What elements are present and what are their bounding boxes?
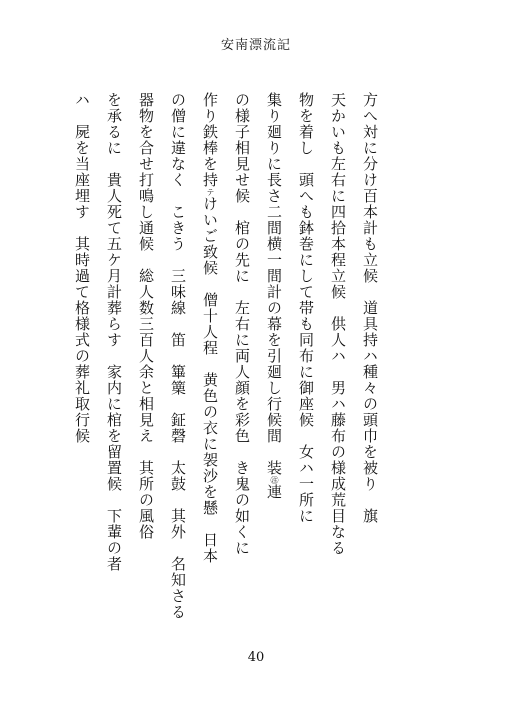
- text-line-6-tail: けいご致候 僧十人程 黄色の衣に袈沙を懸 日本: [201, 196, 219, 564]
- text-line-4-tail: 連: [265, 484, 283, 500]
- text-line-8: 器物を合せ打鳴し通候 総人数三百人余と相見え 其所の風俗: [137, 92, 155, 540]
- annotation-mark: ㊟: [270, 476, 279, 484]
- text-line-9: を承るに 貴人死て五ケ月計葬らす 家内に棺を留置候 下輩の者: [105, 92, 123, 572]
- text-line-4: [258, 92, 290, 612]
- ruby-gloss: テ: [206, 188, 215, 196]
- text-line-10: ハ 屍を当座埋す 其時過て格様式の葬礼取行候: [73, 92, 91, 444]
- text-line-6-main: 作り鉄棒を持: [201, 92, 219, 188]
- text-line-7: の僧に違なく こきう 三味線 笛 篳篥 鉦磬 太鼓 其外 名知さる: [169, 92, 187, 620]
- running-title: 安南漂流記: [220, 38, 291, 53]
- text-line-4-main: 集り廻りに長さ二間横一間計の幕を引廻し行候間 装: [265, 92, 283, 476]
- text-line-3: 物を着し 頭へも鉢巻にして帯も同布に御座候 女ハ一所に: [297, 92, 315, 524]
- text-line-1: 方へ対に分け百本計も立候 道具持ハ種々の頭巾を被り 旗: [361, 92, 379, 524]
- text-line-5: の様子相見せ候 棺の先に 左右に両人顔を彩色 き鬼の如くに: [233, 92, 251, 556]
- text-line-6: [194, 92, 226, 612]
- vertical-body-text: [66, 92, 386, 620]
- text-line-2: 天かいも左右に四拾本程立候 供人ハ 男ハ藤布の様成荒目なる: [329, 92, 347, 556]
- page-number: 40: [247, 650, 265, 665]
